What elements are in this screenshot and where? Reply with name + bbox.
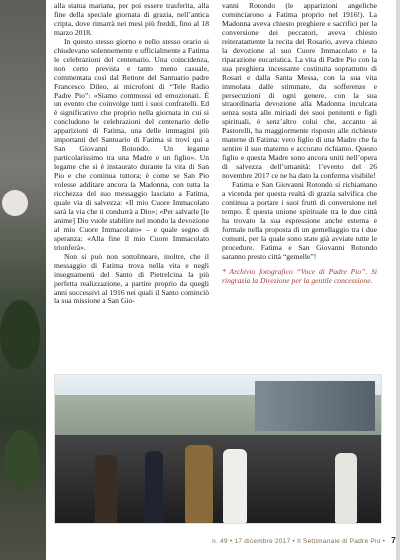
background-photo-strip <box>0 0 46 560</box>
issue-info: n. 49 • 17 dicembre 2017 • Il Settimanale di Padre Pio • <box>212 538 386 545</box>
paragraph: Non si può non sottolineare, inoltre, che il messaggio di Fatima trova nella vita e negli insegnamenti del Santo di Pietrelcina la più perfetta realizzazione, a partire proprio da quegli anni successivi al 1916 nei quali il Santo cominciò la sua missione a San Gio- <box>54 251 209 306</box>
photo-banner <box>255 381 375 431</box>
page-number: 7 <box>391 536 396 545</box>
paragraph: alla statua mariana, per poi essere trasferita, alla fine della speciale giornata di grazia, nell’antica cripta, dove rimarrà nei mesi più freddi, fino al 18 marzo 2018. <box>54 1 209 37</box>
procession-photo <box>54 374 382 524</box>
article-page <box>46 0 400 560</box>
priest-figure <box>223 449 247 523</box>
foliage-decoration <box>4 430 40 490</box>
friar-figure <box>95 455 117 523</box>
paragraph: In questo stesso giorno e nello stesso orario si chiudevano solennemente e ufficialmente a Fatima le celebrazioni del centenario. Una coincidenza, non certo prevista e tanto meno casuale, commentata così dal Rettore del Santuario padre Francesco Dileo, ai microfoni di “Tele Radio Padre Pio”: «Siamo commossi ed emozionati. È un evento che coinvolge tutti i suoi confratelli. Ed è significativo che proprio nella giornata in cui si concludono le celebrazioni del centenario delle apparizioni di Fatima, una delle immagini più importanti del Santuario di Fatima si trovi qui a San Giovanni Rotondo. Un legame particolarissimo tra una Madre e un figlio». Un legame che si è instaurato durante la vita di San Pio e che continua tuttora; è come se San Pio volesse additare ancora la Madonna, con tutta la ricchezza del suo messaggio lasciato a Fatima, quale via di salvezza: «Il mio Cuore Immacolato sarà la via che ti condurrà a Dio»; «Per salvarle [le anime] Dio vuole stabilire nel mondo la devozione al mio Cuore Immacolato» – e quale segno di speranza: «Alla fine il mio Cuore Immacolato trionferà». <box>54 36 209 252</box>
page-footer <box>126 536 396 548</box>
flower-decoration <box>2 190 28 216</box>
page-edge <box>396 0 400 560</box>
right-text-column <box>222 2 377 286</box>
paragraph: vanni Rotondo (le apparizioni angeliche cominciarono a Fatima proprio nel 1916!). La Madonna aveva chiesto preghiere e sacrifici per la conversione dei peccatori, aveva chiesto reiteratamente la recita del Rosario, aveva chiesto la devozione al suo Cuore Immacolato e la riparazione eucaristica. La vita di Padre Pio con la sua preghiera incessante costituita soprattutto di Rosari e dalla Santa Messa, con la sua vita immolata dalle stimmate, da sofferenze e persecuzioni di ogni genere, con la sua straordinaria devozione alla Madonna inculcata senza sosta alle miriadi dei suoi penitenti e figli spirituali, è senz’altro colui che, accanto ai Pastorelli, ha maggiormente risposto alle richieste materne di Fatima: vero figlio di una Madre che fa sentire il suo materno e accorato richiamo. Questo figlio e questa Madre sono ancora uniti nell’opera di salvezza dell’umanità: l’evento del 26 novembre 2017 ce ne ha dato la conferma visibile! <box>222 1 377 181</box>
left-text-column <box>54 2 209 306</box>
photo-credit-note: * Archivio fotografico “Voce di Padre Pio”. Si ringrazia la Direzione per la gentile concessione. <box>222 266 377 285</box>
friar-figure <box>335 453 357 523</box>
paragraph: Fatima e San Giovanni Rotondo si richiamano a vicenda per questa realtà di grazia salvifica che continua a portare i suoi frutti di conversione nel tempo. È questa unione spirituale tra le due città ha trovato la sua espressione anche esterna e formale nella proposta di un gemellaggio tra i due comuni, per la quale sono state già avviate tutte le procedure. Fatima e San Giovanni Rotondo saranno presto città “gemelle”! <box>222 180 377 261</box>
soldier-figure <box>145 451 163 523</box>
priest-figure <box>185 445 213 523</box>
foliage-decoration <box>0 300 40 370</box>
